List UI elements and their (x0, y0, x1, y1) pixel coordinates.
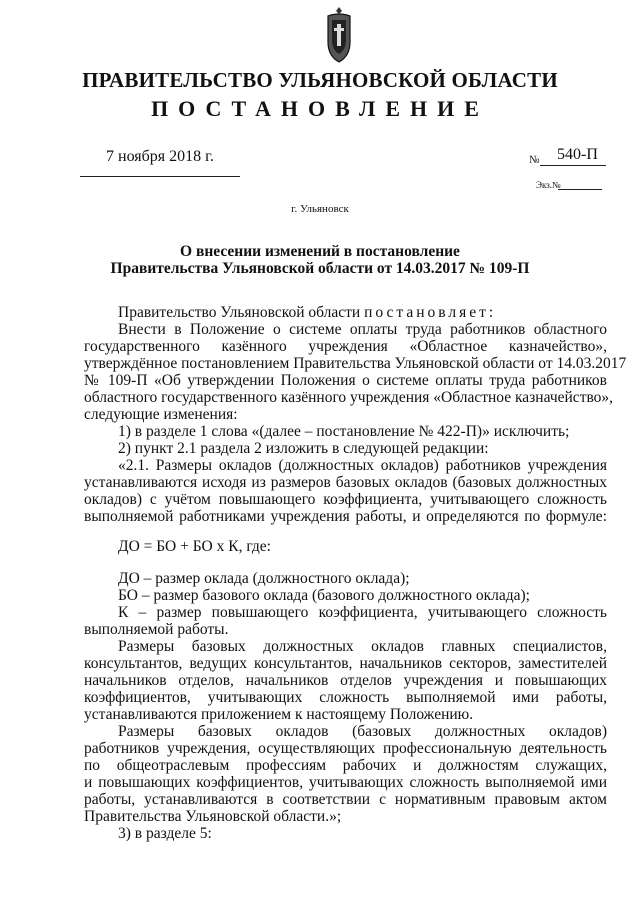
definition-k-line-1: К – размер повышающего коэффициента, учитывающего сложность (118, 604, 607, 621)
copy-label: Экз.№ (536, 180, 561, 190)
document-number: 540-П (557, 146, 598, 163)
quote-line-2: устанавливаются исходя из размеров базовых окладов (базовых должностных (84, 474, 607, 491)
definition-bo: БО – размер базового оклада (базового должностного оклада); (118, 587, 530, 604)
document-date: 7 ноября 2018 г. (106, 148, 214, 165)
item-2: 2) пункт 2.1 раздела 2 изложить в следующей редакции: (118, 440, 489, 457)
intro-line (118, 304, 607, 321)
quote-line-4: выполняемой работниками учреждения работы, и определяются по формуле: (84, 508, 607, 525)
date-underline (80, 176, 240, 177)
paragraph-1-line-2: государственного казённого учреждения «Областное казначейство», (84, 338, 607, 355)
paragraph-3-line-2: работников учреждения, осуществляющих профессиональную деятельность (84, 740, 607, 757)
paragraph-2-line-5: устанавливаются приложением к настоящему Положению. (84, 706, 474, 723)
item-1: 1) в разделе 1 слова «(далее – постановление № 422-П)» исключить; (118, 423, 570, 440)
paragraph-1-line-3: утверждённое постановлением Правительства Ульяновской области от 14.03.2017 (84, 355, 627, 372)
coat-of-arms-icon (324, 6, 354, 64)
paragraph-3-line-1: Размеры базовых окладов (базовых должностных окладов) (118, 723, 607, 740)
paragraph-1-line-6: следующие изменения: (84, 406, 238, 423)
paragraph-3-line-4: и повышающих коэффициентов, учитывающих сложность выполняемой ими (84, 774, 607, 791)
copy-underline (558, 189, 602, 190)
paragraph-3-line-5: работы, устанавливаются в соответствии с нормативным правовым актом (84, 791, 607, 808)
paragraph-3-line-3: по общеотраслевым профессиям рабочих и должностям служащих, (84, 757, 607, 774)
paragraph-2-line-4: коэффициентов, учитывающих сложность выполняемой ими работы, (84, 689, 607, 706)
intro-subject: Правительство Ульяновской области (118, 304, 361, 321)
paragraph-2-line-1: Размеры базовых должностных окладов главных специалистов, (118, 638, 607, 655)
paragraph-1-line-4: № 109-П «Об утверждении Положения о системе оплаты труда работников (84, 372, 607, 389)
number-sign: № (529, 154, 540, 166)
paragraph-2-line-2: консультантов, ведущих консультантов, начальников секторов, заместителей (84, 655, 607, 672)
government-name: ПРАВИТЕЛЬСТВО УЛЬЯНОВСКОЙ ОБЛАСТИ (82, 68, 558, 92)
paragraph-3-line-6: Правительства Ульяновской области.»; (84, 808, 342, 825)
quote-line-1: «2.1. Размеры окладов (должностных окладов) работников учреждения (118, 457, 607, 474)
city: г. Ульяновск (291, 203, 349, 215)
title-line-1: О внесении изменений в постановление (180, 243, 460, 260)
document-title (0, 243, 640, 277)
number-underline (540, 165, 606, 166)
item-3: 3) в разделе 5: (118, 825, 212, 842)
definition-do: ДО – размер оклада (должностного оклада); (118, 570, 410, 587)
formula: ДО = БО + БО х К, где: (118, 538, 271, 555)
paragraph-2-line-3: начальников отделов, начальников отделов учреждения и повышающих (84, 672, 607, 689)
intro-verb: постановляет: (364, 304, 497, 321)
quote-line-3: окладов) с учётом повышающего коэффициента, учитывающего сложность (84, 491, 607, 508)
paragraph-1-line-5: областного государственного казённого учреждения «Областное казначейство», (84, 389, 614, 406)
document-type: ПОСТАНОВЛЕНИЕ (151, 96, 489, 121)
title-line-2: Правительства Ульяновской области от 14.03.2017 № 109-П (110, 260, 530, 277)
paragraph-1-line-1: Внести в Положение о системе оплаты труда работников областного (118, 321, 607, 338)
definition-k-line-2: выполняемой работы. (84, 621, 229, 638)
